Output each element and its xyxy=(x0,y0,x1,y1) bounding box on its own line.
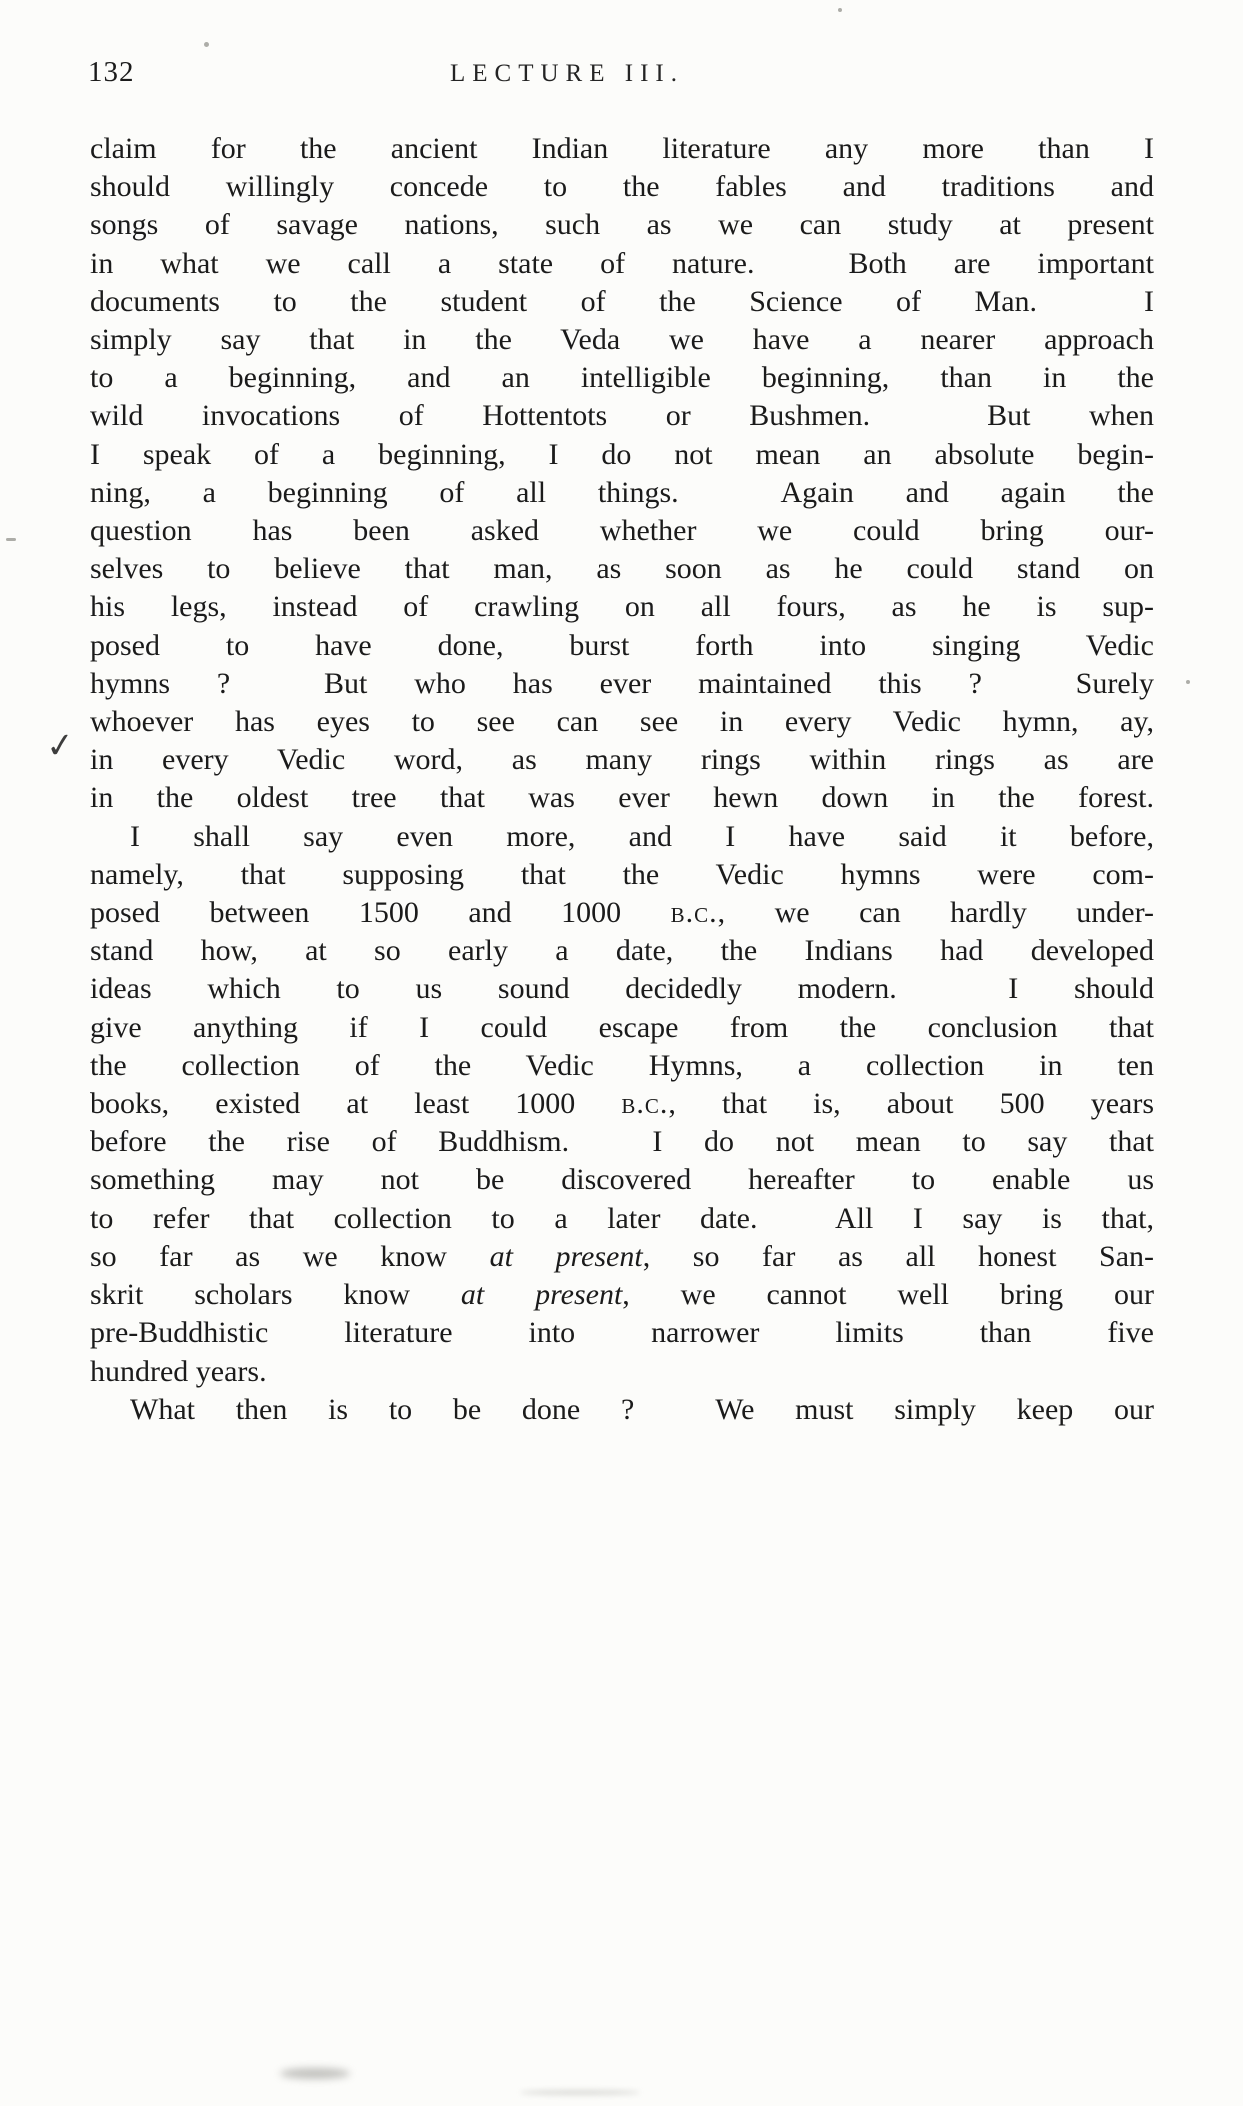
body-text: ideas which to us sound decidedly modern. I should xyxy=(90,972,1154,1006)
body-text: posed to have done, burst forth into singing Vedic xyxy=(90,628,1154,662)
text-line xyxy=(90,1123,1154,1161)
text-line xyxy=(90,1353,1154,1391)
text-line xyxy=(90,894,1154,932)
body-text: claim for the ancient Indian literature any more than I xyxy=(90,132,1154,165)
text-line xyxy=(90,932,1154,970)
body-text: documents to the student of the Science of Man. I xyxy=(90,284,1154,318)
text-line xyxy=(90,206,1154,244)
body-text: , that is, about 500 years xyxy=(668,1087,1154,1121)
body-text: selves to believe that man, as soon as he could stand on xyxy=(90,552,1154,586)
body-text: before the rise of Buddhism. I do not mean to say that xyxy=(90,1125,1154,1159)
text-line xyxy=(90,397,1154,435)
body-text: books, existed at least 1000 xyxy=(90,1087,622,1121)
scan-smudge xyxy=(520,2090,640,2095)
text-line xyxy=(90,741,1154,779)
body-text: give anything if I could escape from the conclusion that xyxy=(90,1010,1154,1044)
body-text: something may not be discovered hereafter to enable us xyxy=(90,1163,1154,1197)
body-text: to refer that collection to a later date. All I say is that, xyxy=(90,1201,1154,1235)
text-line xyxy=(90,359,1154,397)
italic-text: at present xyxy=(489,1239,643,1273)
body-text: posed between 1500 and 1000 xyxy=(90,896,671,930)
text-line xyxy=(90,1314,1154,1352)
text-block xyxy=(90,130,1154,1429)
text-line xyxy=(90,1200,1154,1238)
smallcaps-text: b.c. xyxy=(621,1087,669,1121)
body-text: pre-Buddhistic literature into narrower limits than five xyxy=(90,1316,1154,1350)
scan-speck xyxy=(204,42,209,47)
paragraph xyxy=(90,1391,1154,1429)
body-text: hundred years. xyxy=(90,1354,267,1388)
text-line xyxy=(90,1161,1154,1199)
text-line xyxy=(90,1009,1154,1047)
scan-speck xyxy=(1186,680,1190,684)
body-text: hymns ? But who has ever maintained this ? Surely xyxy=(90,666,1154,700)
text-line xyxy=(90,779,1154,817)
text-line xyxy=(90,665,1154,703)
body-text: namely, that supposing that the Vedic hymns were com- xyxy=(90,857,1154,891)
body-text: in what we call a state of nature. Both are important xyxy=(90,246,1154,280)
body-text: wild invocations of Hottentots or Bushmen. But when xyxy=(90,399,1154,433)
text-line xyxy=(90,1276,1154,1314)
body-text: , we cannot well bring our xyxy=(622,1278,1154,1312)
text-line xyxy=(90,970,1154,1008)
scan-speck xyxy=(6,538,16,541)
body-text: to a beginning, and an intelligible beginning, than in the xyxy=(90,361,1154,395)
body-text: , so far as all honest San- xyxy=(642,1239,1155,1273)
text-line xyxy=(90,168,1154,206)
scan-smudge xyxy=(280,2068,350,2079)
body-text: the collection of the Vedic Hymns, a collection in ten xyxy=(90,1048,1154,1082)
text-line xyxy=(90,1085,1154,1123)
italic-text: at present xyxy=(460,1278,623,1312)
text-line xyxy=(90,856,1154,894)
text-line xyxy=(90,1047,1154,1085)
body-text: question has been asked whether we could bring our- xyxy=(90,514,1154,548)
scan-speck xyxy=(838,8,842,12)
text-line xyxy=(90,436,1154,474)
body-text: stand how, at so early a date, the Indians had developed xyxy=(90,934,1154,968)
body-text: , we can hardly under- xyxy=(717,896,1154,930)
body-text: so far as we know xyxy=(90,1239,490,1273)
text-line xyxy=(90,550,1154,588)
paragraph xyxy=(90,130,1154,818)
body-text: simply say that in the Veda we have a nearer approach xyxy=(90,323,1154,357)
text-line xyxy=(90,321,1154,359)
page-number: 132 xyxy=(88,56,135,88)
smallcaps-text: b.c. xyxy=(670,896,718,930)
body-text: in the oldest tree that was ever hewn down in the forest. xyxy=(90,781,1154,815)
text-line xyxy=(90,703,1154,741)
paragraph xyxy=(90,818,1154,1391)
text-line xyxy=(90,588,1154,626)
body-text: whoever has eyes to see can see in every Vedic hymn, ay, xyxy=(90,705,1154,739)
text-line xyxy=(90,474,1154,512)
body-text: I shall say even more, and I have said it before, xyxy=(130,819,1154,853)
text-line xyxy=(90,818,1154,856)
margin-checkmark: ✓ xyxy=(43,724,77,768)
body-text: ning, a beginning of all things. Again and again the xyxy=(90,475,1154,509)
text-line xyxy=(90,130,1154,168)
body-text: his legs, instead of crawling on all fours, as he is sup- xyxy=(90,590,1154,624)
text-line xyxy=(90,627,1154,665)
body-text: in every Vedic word, as many rings within rings as are xyxy=(90,743,1154,777)
text-line xyxy=(90,283,1154,321)
body-text: I speak of a beginning, I do not mean an absolute begin- xyxy=(90,437,1154,471)
text-line xyxy=(90,512,1154,550)
body-text: skrit scholars know xyxy=(90,1278,461,1312)
running-header-title: LECTURE III. xyxy=(450,60,684,87)
body-text: should willingly concede to the fables and traditions and xyxy=(90,170,1154,204)
text-line xyxy=(90,1391,1154,1429)
body-text: songs of savage nations, such as we can study at present xyxy=(90,208,1154,242)
text-line xyxy=(90,1238,1154,1276)
text-line xyxy=(90,245,1154,283)
body-text: What then is to be done ? We must simply keep our xyxy=(130,1392,1154,1426)
